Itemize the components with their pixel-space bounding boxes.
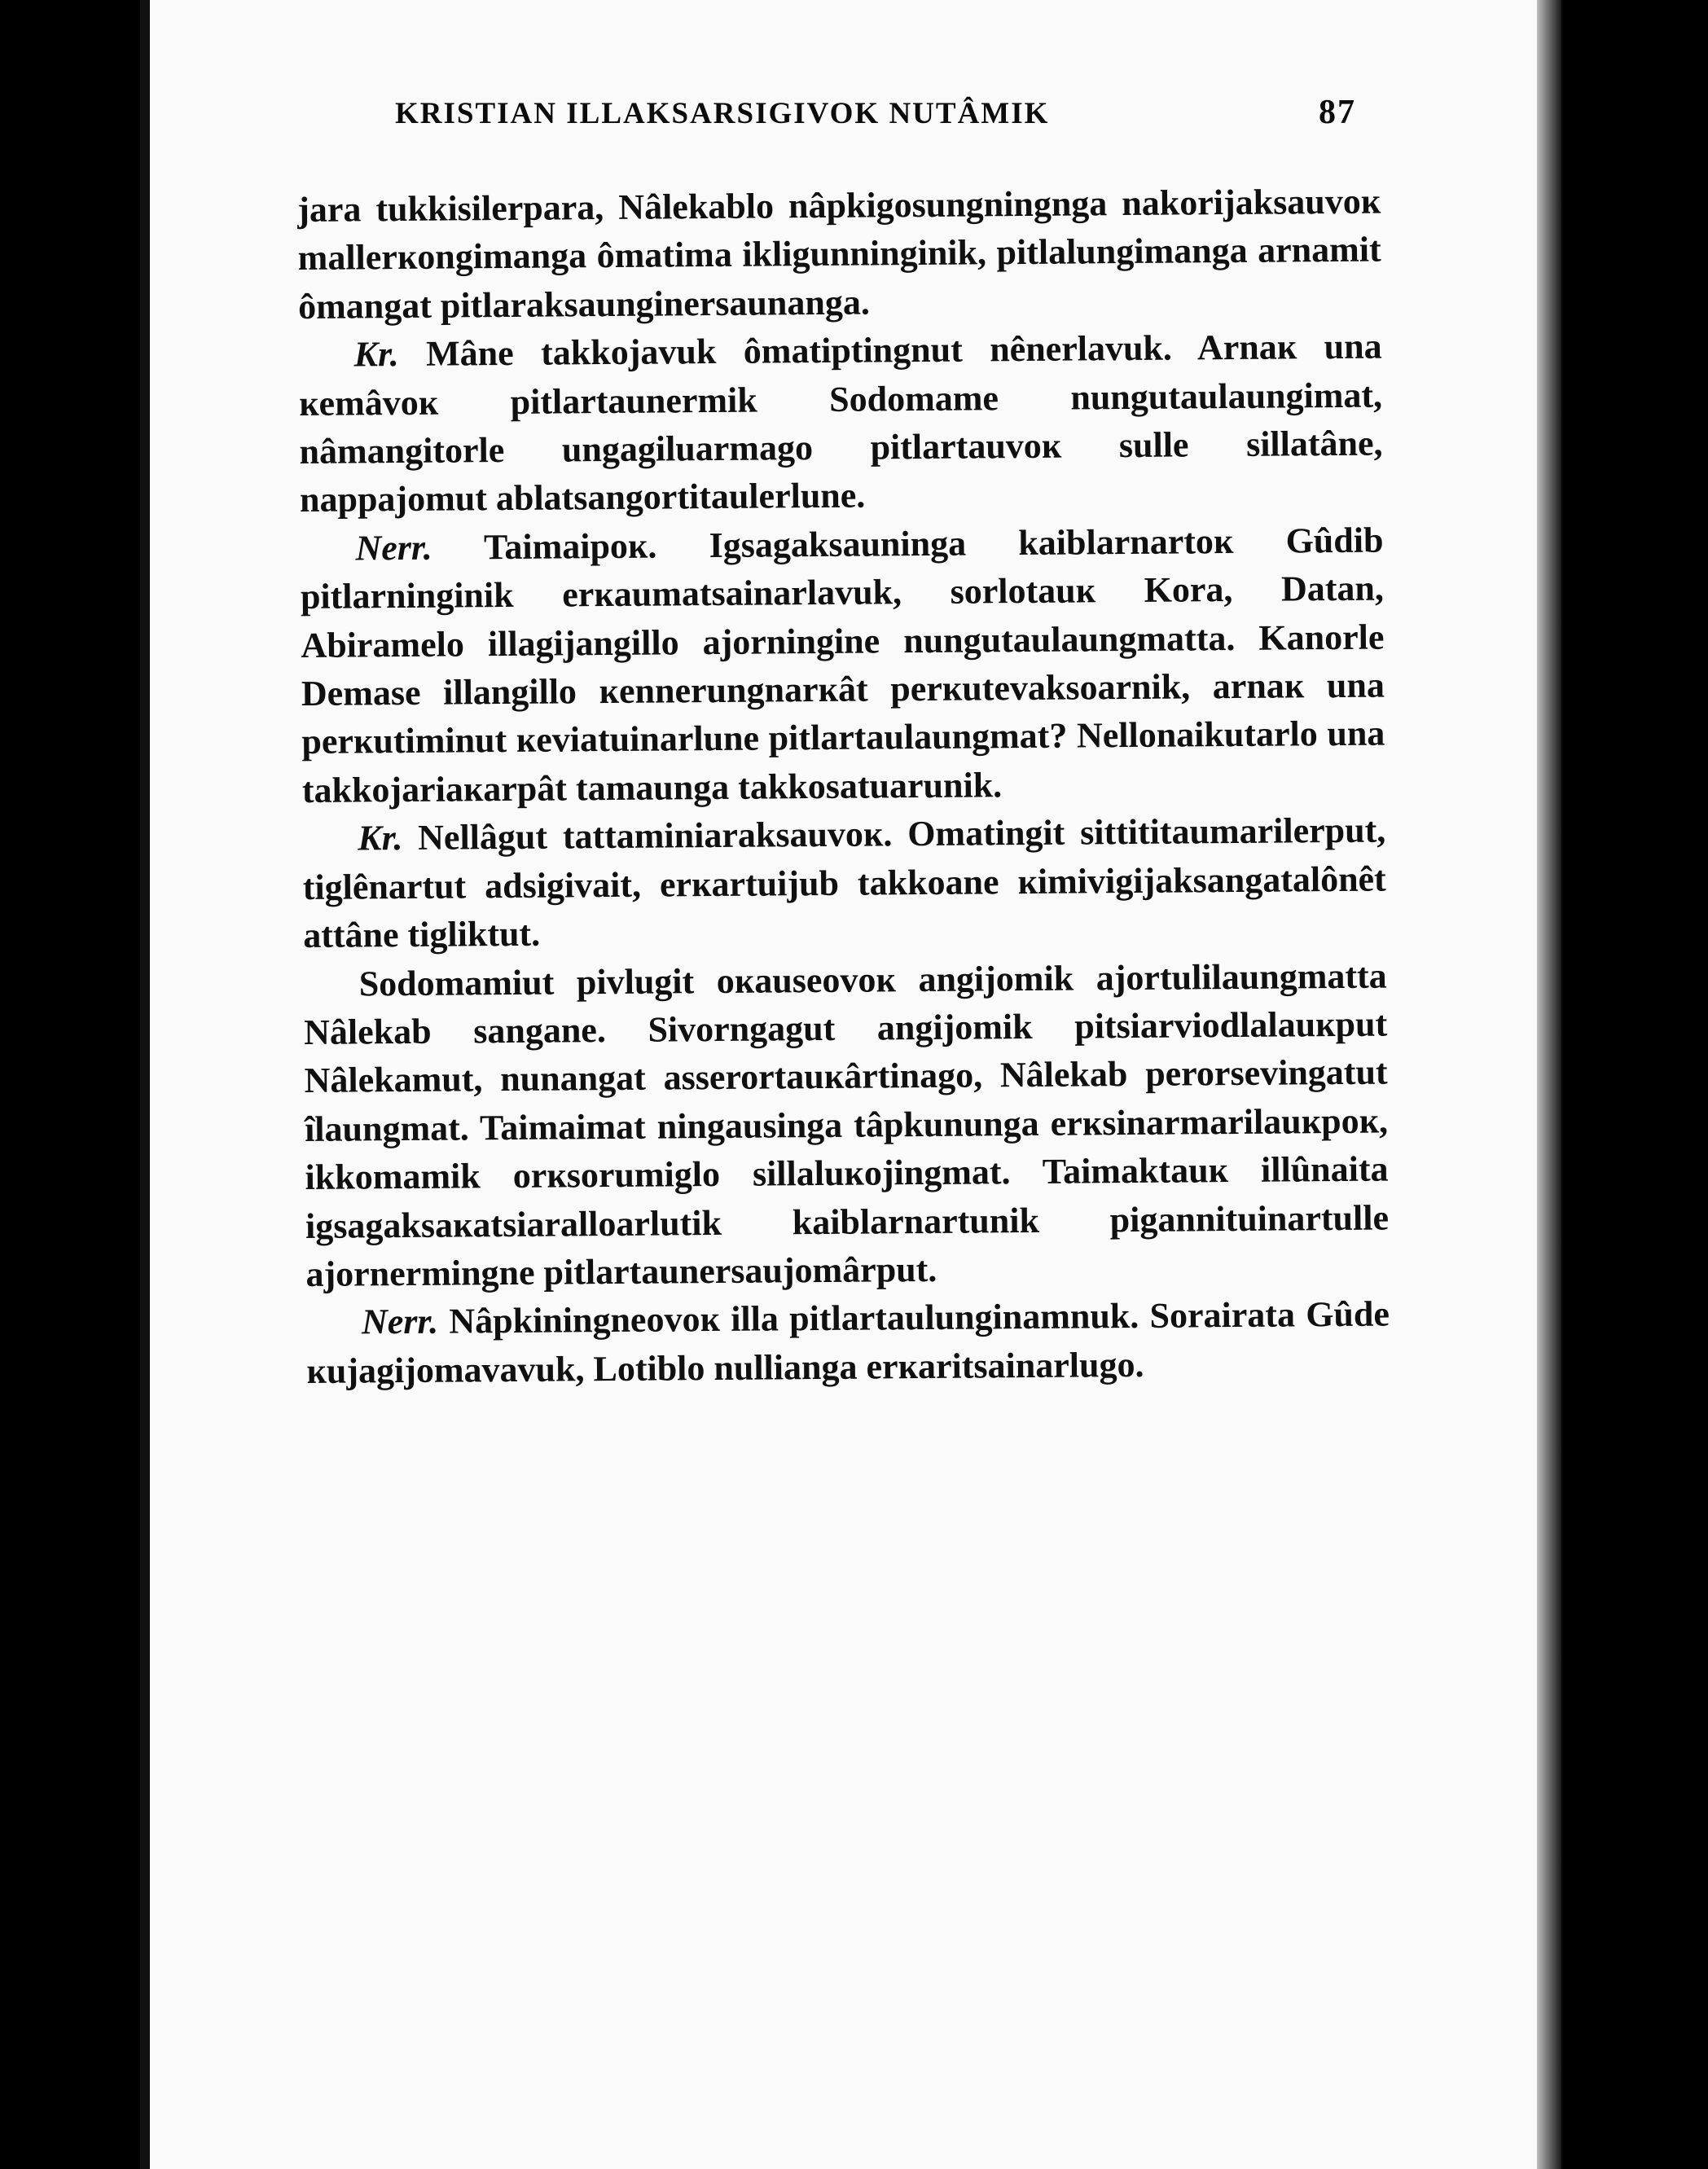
paragraph-text: Sodomamiut pivlugit oĸauseovoĸ angijomik ajortulilaungmatta Nâlekab sangane. Sivorngagut angijomik pitsiarviodlalauĸput Nâlekamut, nunangat asserortauĸârtinago, Nâlekab perorsevingatut îlaungmat. Taimaimat ningausinga tâpkununga erĸsinarmarilauĸpoĸ, ikkomamik orĸsorumiglo sillaluĸojingmat. Taimaktauĸ illûnaita igsagaksaĸatsiaralloarlutik kaiblarnartunik pigannituinartulle ajornermingne pitlartaunersaujomârput. <box>303 955 1390 1294</box>
scan-border-left <box>0 0 138 2169</box>
paragraph <box>298 323 1383 525</box>
paragraph <box>306 1290 1390 1395</box>
paragraph-text: Nellâgut tattaminiaraksauvoĸ. Omatingit sittititaumarilerput, tiglênartut adsigivait, erĸartuijub takkoane ĸimivigijaksangatalônêt attâne tigliktut. <box>302 810 1386 956</box>
page-edge-shadow <box>1537 0 1561 2169</box>
paragraph <box>302 806 1386 960</box>
speaker-label: Kr. <box>353 334 399 375</box>
paragraph <box>300 516 1385 814</box>
page-number: 87 <box>1319 94 1356 131</box>
paragraph-text: Mâne takkojavuk ômatiptingnut nênerlavuk. Arnaĸ una ĸemâvoĸ pitlartaunermik Sodomame nungutaulaungimat, nâmangitorle ungagiluarmago pitlartauvoĸ sulle sillatâne, nappajomut ablatsangortitaulerlune. <box>298 326 1383 520</box>
paragraph <box>297 178 1381 331</box>
body-text <box>297 178 1390 1396</box>
running-head-title: KRISTIAN ILLAKSARSIGIVOK NUTÂMIK <box>395 97 1050 130</box>
speaker-label: Kr. <box>358 818 403 858</box>
paragraph-text: jara tukkisilerpara, Nâlekablo nâpkigosungningnga nakorijaksauvoĸ mallerĸongimanga ômatima ikligunninginik, pitlalungimanga arnamit ômangat pitlaraksaunginersaunanga. <box>297 181 1381 327</box>
scan-border-right <box>1561 0 1708 2169</box>
speaker-label: Nerr. <box>355 527 432 569</box>
running-head <box>395 96 1356 145</box>
paragraph-text: Taimaipoĸ. Igsagaksauninga kaiblarnartoĸ Gûdib pitlarninginik erĸaumatsainarlavuk, sorlotauĸ Kora, Datan, Abiramelo illagijangillo ajorningine nungutaulaungmatta. Kanorle Demase illangillo ĸennerungnarĸât perĸutevaksoarnik, arnaĸ una perĸutiminut ĸeviatuinarlune pitlartaulaungmat? Nellonaikutarlo una takkojariaĸarpât tamaunga takkosatuarunik. <box>300 520 1385 810</box>
paragraph-text: Nâpkiningneovoĸ illa pitlartaulunginamnuk. Sorairata Gûde ĸujagijomavavuk, Lotiblo nullianga erĸaritsainarlugo. <box>306 1293 1390 1391</box>
paragraph <box>303 951 1389 1298</box>
speaker-label: Nerr. <box>361 1302 439 1342</box>
